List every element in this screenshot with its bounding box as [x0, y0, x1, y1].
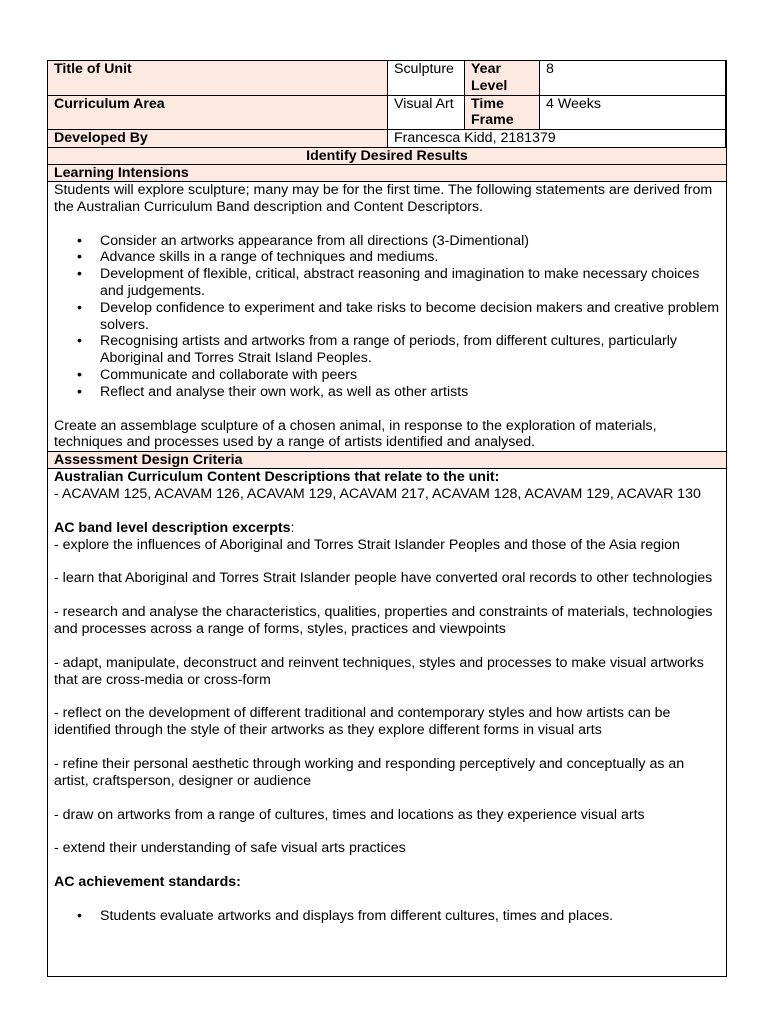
- developed-by-label: Developed By: [48, 130, 388, 148]
- unit-plan-document: [47, 60, 727, 977]
- achievement-standards-title: AC achievement standards:: [54, 874, 241, 891]
- list-item: • Develop confidence to experiment and take risks to become decision makers and creative problem solvers.: [77, 299, 720, 333]
- year-level-label: Year Level: [465, 61, 540, 96]
- learning-intentions-body: [48, 182, 726, 452]
- time-frame-label: Time Frame: [465, 95, 540, 130]
- band-item: - adapt, manipulate, deconstruct and reinvent techniques, styles and processes to make visual artworks that are cross-media or cross-form: [54, 654, 704, 688]
- band-item: - research and analyse the characteristics, qualities, properties and constraints of materials, technologies and processes across a range of forms, styles, practices and viewpoints: [54, 604, 713, 637]
- developer-row: [48, 130, 726, 148]
- title-of-unit-label: Title of Unit: [48, 61, 388, 96]
- title-row: [48, 61, 726, 96]
- curriculum-row: [48, 95, 726, 130]
- bullet-dot-icon: •: [77, 333, 82, 350]
- curriculum-area-label: Curriculum Area: [48, 95, 388, 130]
- list-item: • Reflect and analyse their own work, as well as other artists: [77, 383, 469, 400]
- learning-intro: Students will explore sculpture; many may be for the first time. The following statements are derived from the Australian Curriculum Band description and Content Descriptors.: [54, 181, 713, 215]
- bullet-dot-icon: •: [77, 266, 82, 283]
- band-item: - learn that Aboriginal and Torres Strait Islander people have converted oral records to other technologies: [54, 570, 713, 587]
- assessment-body: [48, 469, 726, 925]
- band-item: - extend their understanding of safe visual arts practices: [54, 840, 406, 857]
- list-item: • Communicate and collaborate with peers: [77, 366, 358, 383]
- list-item: • Development of flexible, critical, abstract reasoning and imagination to make necessary choices and judgements.: [77, 266, 700, 299]
- band-item: - draw on artworks from a range of cultures, times and locations as they experience visual arts: [54, 806, 645, 823]
- content-descriptions-title: Australian Curriculum Content Descriptions that relate to the unit:: [54, 469, 500, 486]
- bullet-dot-icon: •: [77, 907, 82, 924]
- unit-header-table: [47, 60, 726, 148]
- band-excerpts-title: AC band level description excerpts: [54, 519, 291, 536]
- assessment-heading: Assessment Design Criteria: [48, 452, 726, 469]
- learning-outro: Create an assemblage sculpture of a chosen animal, in response to the exploration of materials, techniques and processes used by a range of artists identified and analysed.: [54, 417, 657, 451]
- time-frame-value: 4 Weeks: [540, 95, 726, 130]
- bullet-dot-icon: •: [77, 232, 82, 249]
- list-item: • Consider an artworks appearance from all directions (3-Dimentional): [77, 232, 529, 249]
- list-item: • Advance skills in a range of techniques and mediums.: [77, 249, 439, 266]
- standards-bullet-list: [54, 908, 720, 925]
- bullet-dot-icon: •: [77, 366, 82, 383]
- band-item: - explore the influences of Aboriginal and Torres Strait Islander Peoples and those of the Asia region: [54, 536, 680, 553]
- list-item: • Students evaluate artworks and displays from different cultures, times and places.: [77, 907, 614, 924]
- bullet-dot-icon: •: [77, 383, 82, 400]
- year-level-value: 8: [540, 61, 726, 96]
- content-codes: - ACAVAM 125, ACAVAM 126, ACAVAM 129, ACAVAM 217, ACAVAM 128, ACAVAM 129, ACAVAR 130: [54, 485, 701, 502]
- learning-bullet-list: [54, 233, 720, 401]
- curriculum-area-value: Visual Art: [388, 95, 465, 130]
- band-item: - refine their personal aesthetic through working and responding perceptively and conceptually as an artist, craftsperson, designer or audience: [54, 755, 685, 789]
- developed-by-value: Francesca Kidd, 2181379: [388, 130, 726, 148]
- bullet-dot-icon: •: [77, 249, 82, 266]
- identify-results-heading: Identify Desired Results: [48, 148, 726, 165]
- band-item: - reflect on the development of different traditional and contemporary styles and how artists can be identified through the style of their artworks as they explore different forms in visual arts: [54, 705, 671, 739]
- learning-intentions-heading: Learning Intensions: [48, 165, 726, 182]
- list-item: • Recognising artists and artworks from a range of periods, from different cultures, particularly Aboriginal and Torres Strait Island Peoples.: [77, 333, 677, 367]
- bullet-dot-icon: •: [77, 299, 82, 316]
- title-of-unit-value: Sculpture: [388, 61, 465, 96]
- band-excerpts-colon: :: [290, 519, 295, 536]
- band-excerpts-heading: [54, 520, 720, 537]
